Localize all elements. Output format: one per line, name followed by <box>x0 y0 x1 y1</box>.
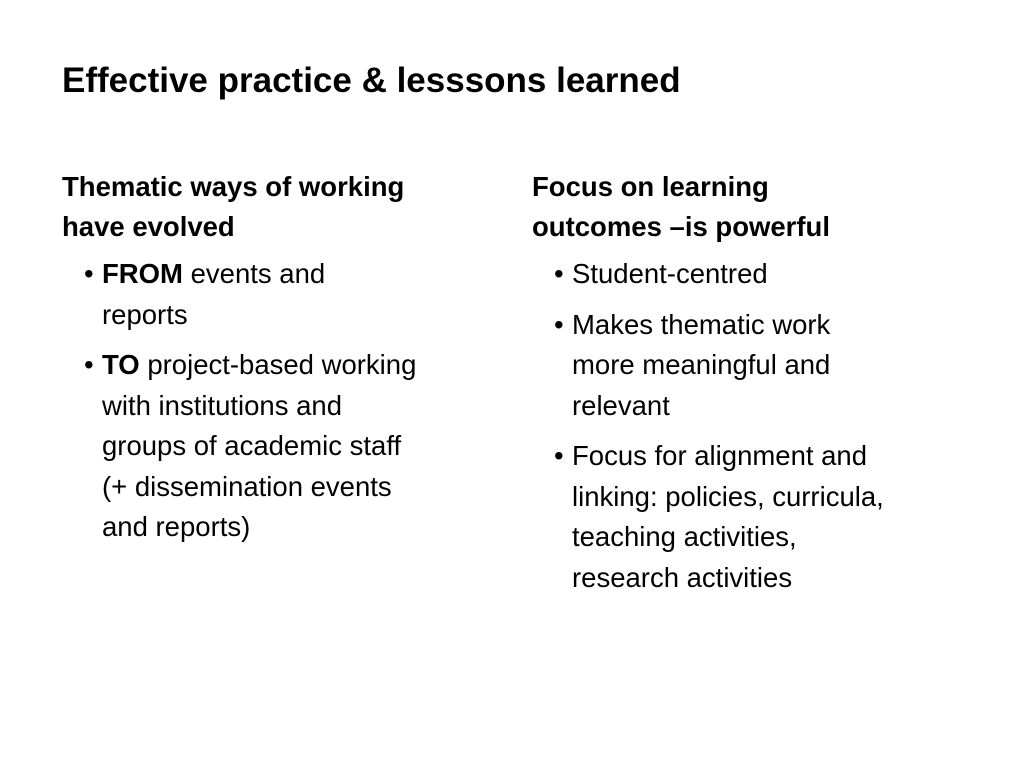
list-item-alignment <box>532 436 972 598</box>
bold-lead: TO <box>102 349 140 380</box>
bullet-text: linking: policies, curricula, <box>572 480 884 512</box>
list-item-student-centred <box>532 254 972 295</box>
bullet-text: research activities <box>572 561 793 593</box>
bullet-text: Student-centred <box>572 258 768 289</box>
bold-lead: FROM <box>102 258 183 289</box>
bullet-icon: • <box>84 349 94 380</box>
bullet-icon: • <box>554 440 564 471</box>
bullet-text: and reports) <box>102 511 251 542</box>
bullet-text: more meaningful and <box>572 349 831 380</box>
heading-line: outcomes –is powerful <box>532 211 830 242</box>
right-bullet-list <box>532 254 972 598</box>
bullet-icon: • <box>554 258 564 289</box>
bullet-text: reports <box>102 298 188 330</box>
bullet-text: (+ dissemination events <box>102 470 392 502</box>
bullet-text: with institutions and <box>102 389 342 421</box>
list-item-from <box>62 254 502 335</box>
bullet-text: teaching activities, <box>572 521 797 552</box>
bullet-text: relevant <box>572 389 670 421</box>
slide-title: Effective practice & lesssons learned <box>62 61 681 100</box>
bullet-text: Makes thematic work <box>572 308 831 340</box>
heading-line: Thematic ways of working <box>62 171 405 202</box>
bullet-text: project-based working <box>139 349 417 380</box>
left-column-heading <box>62 167 502 247</box>
left-bullet-list <box>62 254 502 548</box>
heading-line: have evolved <box>62 211 235 242</box>
heading-line: Focus on learning <box>532 171 769 202</box>
left-column <box>62 167 502 558</box>
bullet-text: groups of academic staff <box>102 430 402 461</box>
list-item-to <box>62 345 502 548</box>
list-item-meaningful <box>532 305 972 427</box>
right-column <box>532 167 972 608</box>
bullet-icon: • <box>84 258 94 289</box>
bullet-text: events and <box>182 258 326 289</box>
right-column-heading <box>532 167 972 247</box>
bullet-text: Focus for alignment and <box>572 440 868 471</box>
bullet-icon: • <box>554 308 564 340</box>
